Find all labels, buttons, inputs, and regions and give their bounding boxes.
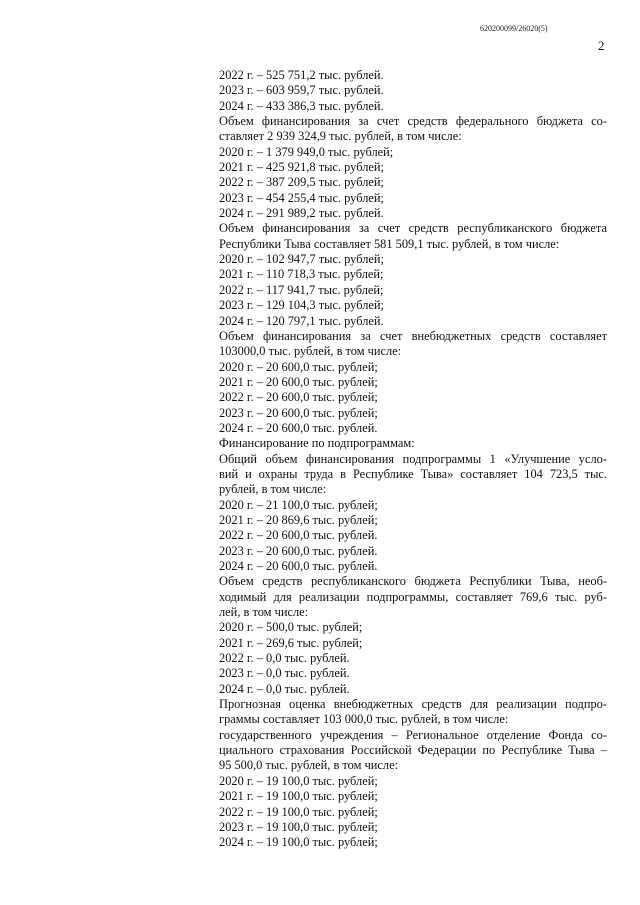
text-line: 2024 г. – 291 989,2 тыс. рублей. bbox=[219, 206, 384, 221]
text-line: 2023 г. – 454 255,4 тыс. рублей; bbox=[219, 190, 384, 205]
paragraph-line: вий и охраны труда в Республике Тыва» составляет 104 723,5 тыс. bbox=[219, 466, 607, 481]
paragraph-line: Объем финансирования за счет средств республиканского бюджета bbox=[219, 221, 607, 236]
text-line: 2021 г. – 20 600,0 тыс. рублей; bbox=[219, 374, 378, 389]
text-line: 2021 г. – 20 869,6 тыс. рублей; bbox=[219, 512, 378, 527]
paragraph bbox=[219, 452, 607, 498]
text-line: 2023 г. – 20 600,0 тыс. рублей. bbox=[219, 543, 378, 558]
paragraph bbox=[219, 697, 607, 728]
text-line: Финансирование по подпрограммам: bbox=[219, 436, 415, 451]
paragraph bbox=[219, 114, 607, 145]
paragraph bbox=[219, 574, 607, 620]
text-line: 2023 г. – 20 600,0 тыс. рублей; bbox=[219, 405, 378, 420]
paragraph-line: циального страхования Российской Федерации по Республике Тыва – bbox=[219, 743, 607, 758]
paragraph-line: Общий объем финансирования подпрограммы 1 «Улучшение усло- bbox=[219, 451, 607, 466]
text-line: 2022 г. – 20 600,0 тыс. рублей; bbox=[219, 390, 378, 405]
text-line: 2022 г. – 0,0 тыс. рублей. bbox=[219, 651, 350, 666]
text-line: 2024 г. – 0,0 тыс. рублей. bbox=[219, 681, 350, 696]
text-line: 2022 г. – 20 600,0 тыс. рублей. bbox=[219, 528, 378, 543]
text-line: 2022 г. – 525 751,2 тыс. рублей. bbox=[219, 68, 384, 82]
paragraph-line: 95 500,0 тыс. рублей, в том числе: bbox=[219, 758, 399, 773]
paragraph-line: рублей, в том числе: bbox=[219, 482, 327, 497]
text-line: 2022 г. – 117 941,7 тыс. рублей; bbox=[219, 282, 384, 297]
text-line: 2024 г. – 433 386,3 тыс. рублей. bbox=[219, 98, 384, 113]
document-id: 620200099/26020(5) bbox=[480, 24, 548, 33]
text-line: 2020 г. – 20 600,0 тыс. рублей; bbox=[219, 359, 378, 374]
text-line: 2024 г. – 120 797,1 тыс. рублей. bbox=[219, 313, 384, 328]
text-line: 2023 г. – 129 104,3 тыс. рублей; bbox=[219, 298, 384, 313]
paragraph-line: граммы составляет 103 000,0 тыс. рублей, в том числе: bbox=[219, 712, 509, 727]
paragraph bbox=[219, 329, 607, 360]
text-line: 2020 г. – 1 379 949,0 тыс. рублей; bbox=[219, 144, 394, 159]
text-line: 2021 г. – 19 100,0 тыс. рублей; bbox=[219, 789, 378, 804]
paragraph-line: Объем финансирования за счет средств федерального бюджета со- bbox=[219, 114, 607, 129]
text-line: 2020 г. – 102 947,7 тыс. рублей; bbox=[219, 252, 384, 267]
page-number: 2 bbox=[598, 38, 605, 53]
text-line: 2024 г. – 19 100,0 тыс. рублей; bbox=[219, 835, 378, 850]
text-line: 2024 г. – 20 600,0 тыс. рублей. bbox=[219, 420, 378, 435]
paragraph-line: лей, в том числе: bbox=[219, 605, 309, 620]
text-line: 2022 г. – 387 209,5 тыс. рублей; bbox=[219, 175, 384, 190]
text-line: 2020 г. – 19 100,0 тыс. рублей; bbox=[219, 773, 378, 788]
text-line: 2021 г. – 269,6 тыс. рублей; bbox=[219, 635, 363, 650]
paragraph-line: Республики Тыва составляет 581 509,1 тыс. рублей, в том числе: bbox=[219, 236, 560, 251]
text-line: 2021 г. – 110 718,3 тыс. рублей; bbox=[219, 267, 384, 282]
paragraph-line: Объем средств республиканского бюджета Республики Тыва, необ- bbox=[219, 574, 607, 589]
paragraph-line: ставляет 2 939 324,9 тыс. рублей, в том числе: bbox=[219, 129, 462, 144]
paragraph-line: 103000,0 тыс. рублей, в том числе: bbox=[219, 344, 402, 359]
paragraph-line: государственного учреждения – Региональное отделение Фонда со- bbox=[219, 727, 607, 742]
text-line: 2021 г. – 425 921,8 тыс. рублей; bbox=[219, 160, 384, 175]
text-line: 2023 г. – 0,0 тыс. рублей. bbox=[219, 666, 350, 681]
paragraph bbox=[219, 728, 607, 774]
text-line: 2020 г. – 500,0 тыс. рублей; bbox=[219, 620, 363, 635]
document-body bbox=[219, 68, 607, 851]
paragraph bbox=[219, 221, 607, 252]
paragraph-line: Объем финансирования за счет внебюджетных средств составляет bbox=[219, 328, 607, 343]
paragraph-line: Прогнозная оценка внебюджетных средств для реализации подпро- bbox=[219, 697, 607, 712]
text-line: 2022 г. – 19 100,0 тыс. рублей; bbox=[219, 804, 378, 819]
paragraph-line: ходимый для реализации подпрограммы, составляет 769,6 тыс. руб- bbox=[219, 589, 607, 604]
text-line: 2020 г. – 21 100,0 тыс. рублей; bbox=[219, 497, 378, 512]
text-line: 2023 г. – 19 100,0 тыс. рублей; bbox=[219, 819, 378, 834]
text-line: 2024 г. – 20 600,0 тыс. рублей. bbox=[219, 559, 378, 573]
text-line: 2023 г. – 603 959,7 тыс. рублей. bbox=[219, 83, 384, 98]
